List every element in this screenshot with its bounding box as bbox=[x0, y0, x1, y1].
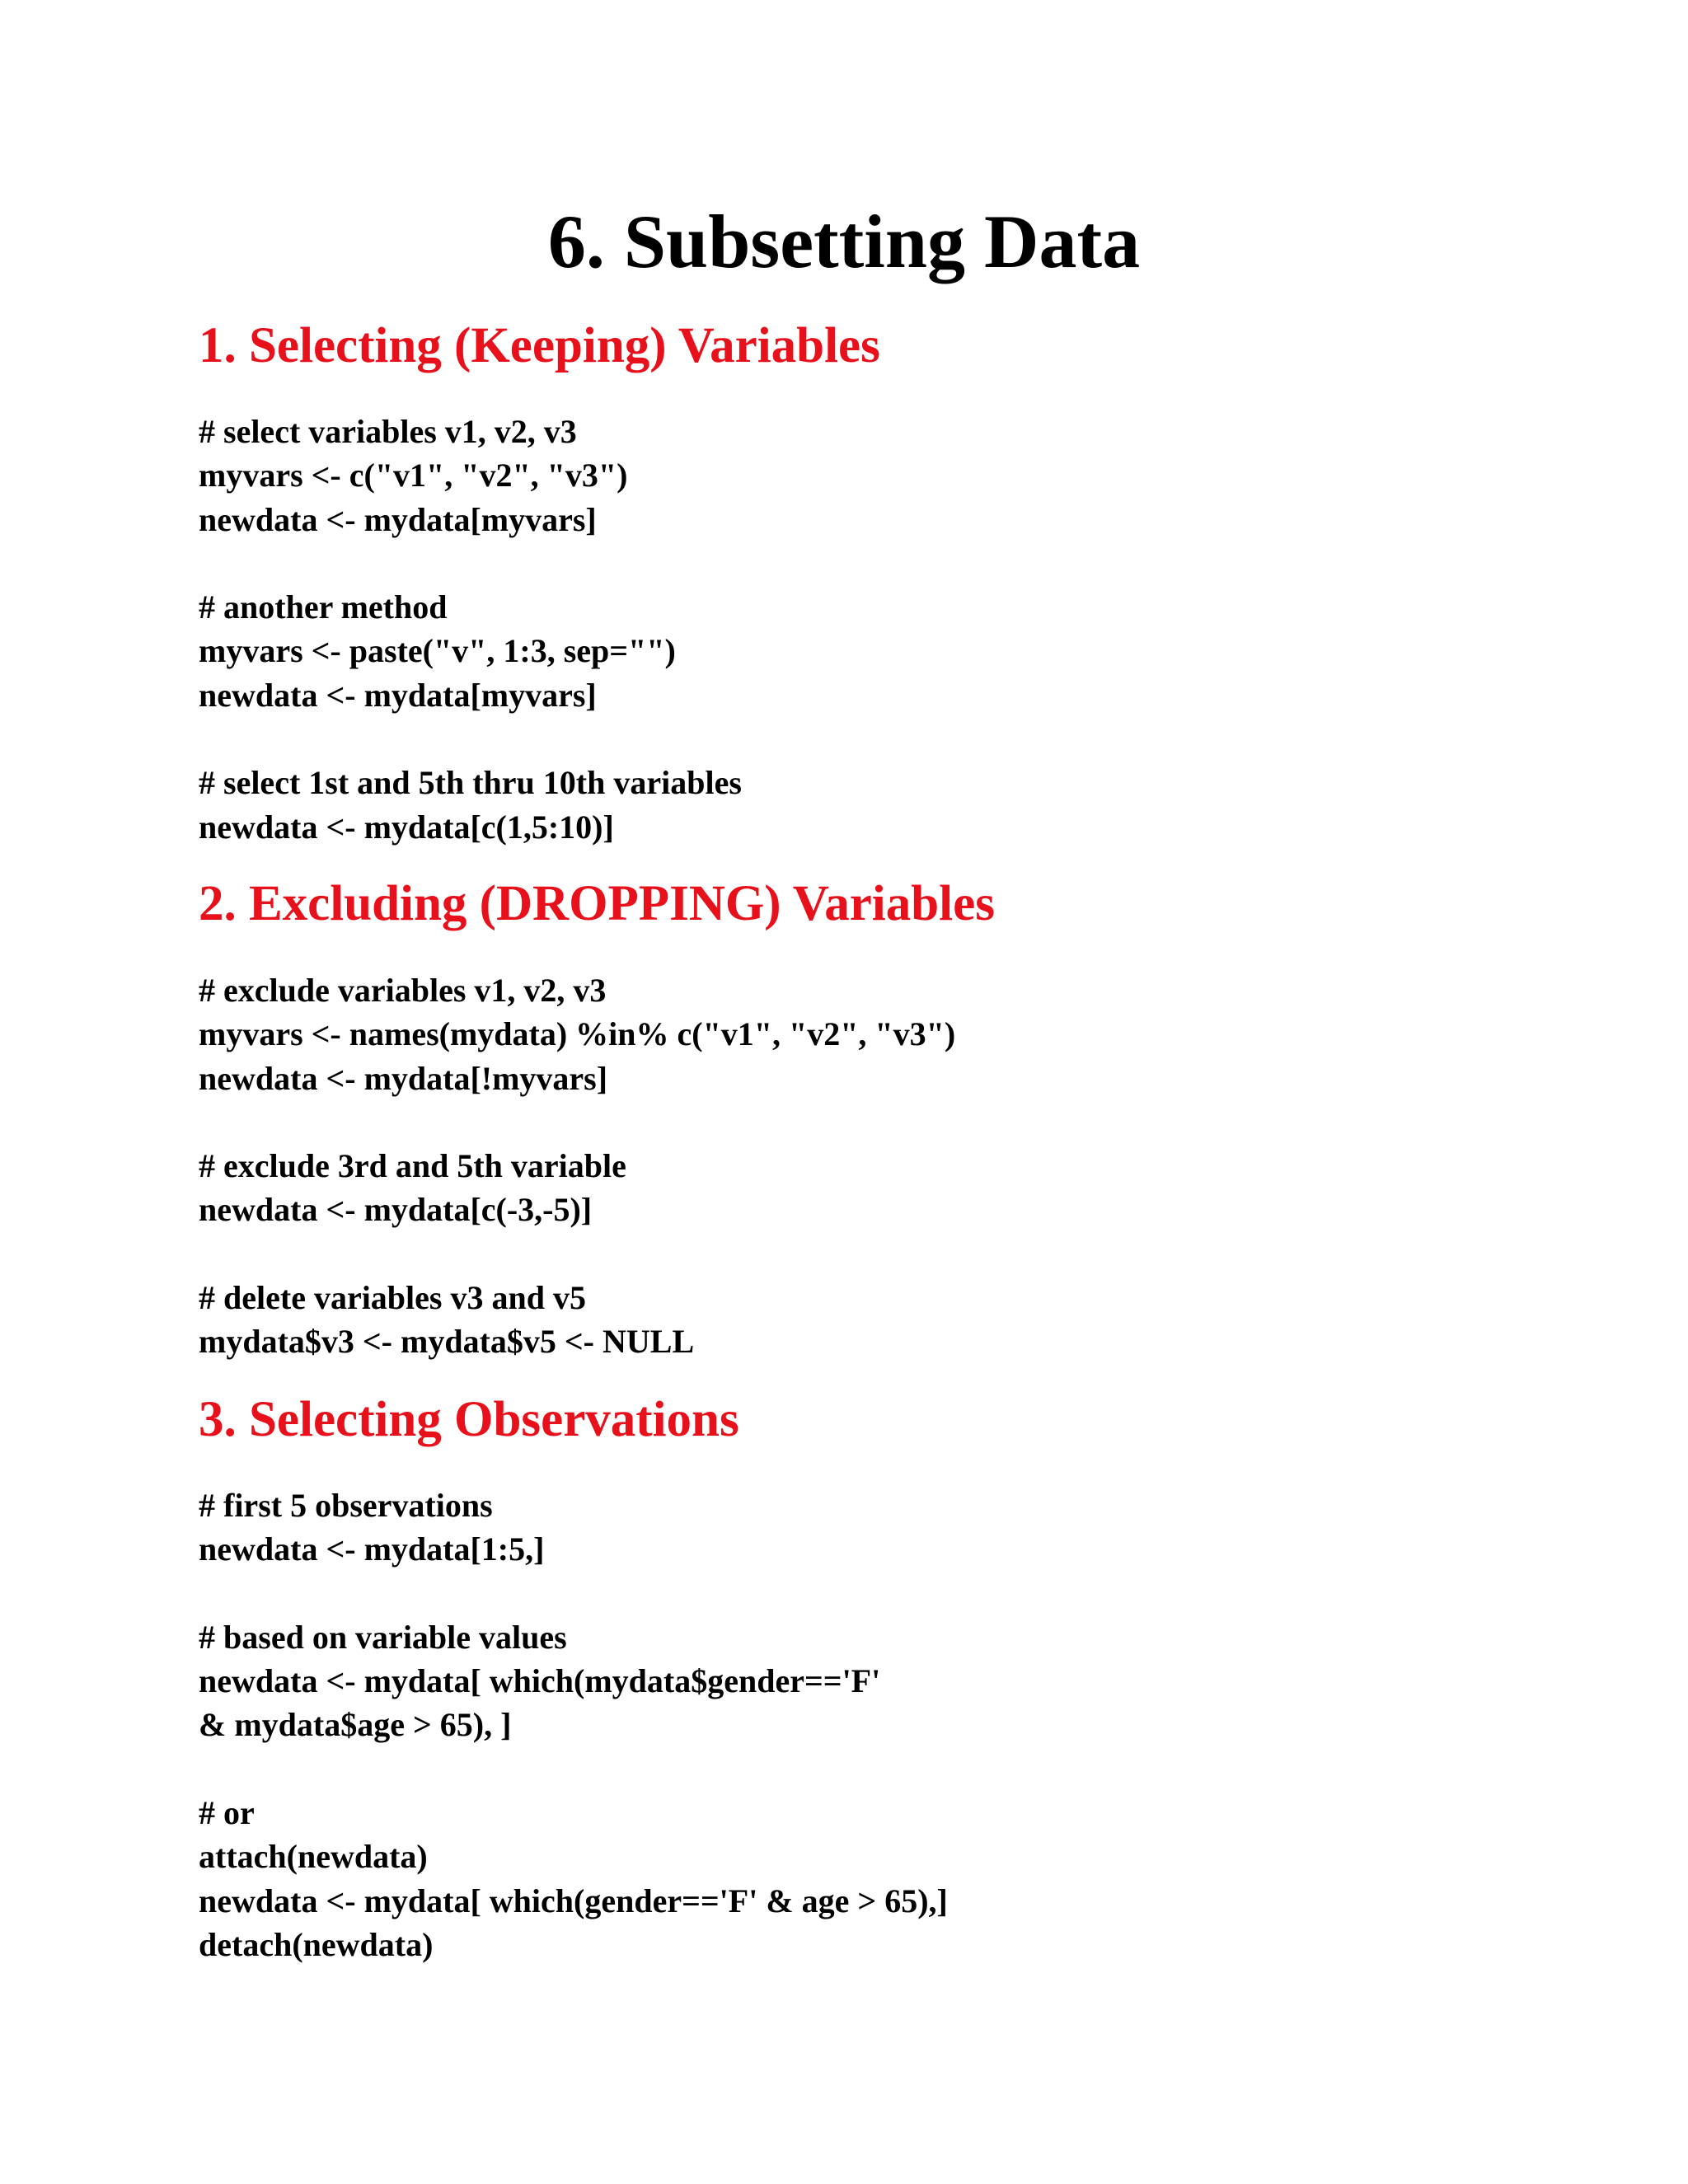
code-block-selecting-variables bbox=[199, 410, 742, 849]
code-line: detach(newdata) bbox=[199, 1925, 434, 1963]
code-line: myvars <- names(mydata) %in% c("v1", "v2", "v3") bbox=[199, 1015, 956, 1053]
code-line: myvars <- c("v1", "v2", "v3") bbox=[199, 457, 628, 494]
code-comment: # exclude variables v1, v2, v3 bbox=[199, 972, 607, 1009]
code-line: mydata$v3 <- mydata$v5 <- NULL bbox=[199, 1323, 695, 1361]
code-comment: # another method bbox=[199, 588, 448, 626]
blank-line bbox=[199, 1572, 948, 1615]
code-comment: # or bbox=[199, 1794, 255, 1832]
code-line: attach(newdata) bbox=[199, 1838, 428, 1876]
code-line: newdata <- mydata[ which(mydata$gender=='F' bbox=[199, 1662, 881, 1700]
code-line: newdata <- mydata[1:5,] bbox=[199, 1530, 545, 1568]
code-comment: # first 5 observations bbox=[199, 1487, 493, 1524]
section-heading-selecting-variables: 1. Selecting (Keeping) Variables bbox=[199, 318, 880, 373]
blank-line bbox=[199, 717, 742, 761]
code-comment: # based on variable values bbox=[199, 1618, 567, 1656]
code-line: newdata <- mydata[c(1,5:10)] bbox=[199, 808, 614, 846]
code-block-selecting-observations bbox=[199, 1483, 948, 1966]
code-block-excluding-variables bbox=[199, 968, 955, 1364]
blank-line bbox=[199, 541, 742, 585]
blank-line bbox=[199, 1100, 955, 1144]
blank-line bbox=[199, 1747, 948, 1791]
page-title: 6. Subsetting Data bbox=[547, 199, 1141, 284]
section-heading-selecting-observations: 3. Selecting Observations bbox=[199, 1392, 739, 1447]
code-comment: # select 1st and 5th thru 10th variables bbox=[199, 764, 742, 802]
code-comment: # delete variables v3 and v5 bbox=[199, 1279, 586, 1317]
code-line: newdata <- mydata[myvars] bbox=[199, 676, 597, 714]
code-line: newdata <- mydata[c(-3,-5)] bbox=[199, 1191, 593, 1229]
blank-line bbox=[199, 1232, 955, 1276]
section-heading-excluding-variables: 2. Excluding (DROPPING) Variables bbox=[199, 876, 995, 931]
code-line: & mydata$age > 65), ] bbox=[199, 1706, 512, 1744]
code-line: newdata <- mydata[!myvars] bbox=[199, 1059, 608, 1097]
code-comment: # select variables v1, v2, v3 bbox=[199, 413, 577, 450]
code-line: newdata <- mydata[myvars] bbox=[199, 500, 597, 538]
code-comment: # exclude 3rd and 5th variable bbox=[199, 1147, 626, 1185]
code-line: myvars <- paste("v", 1:3, sep="") bbox=[199, 632, 676, 670]
code-line: newdata <- mydata[ which(gender=='F' & age > 65),] bbox=[199, 1882, 948, 1919]
